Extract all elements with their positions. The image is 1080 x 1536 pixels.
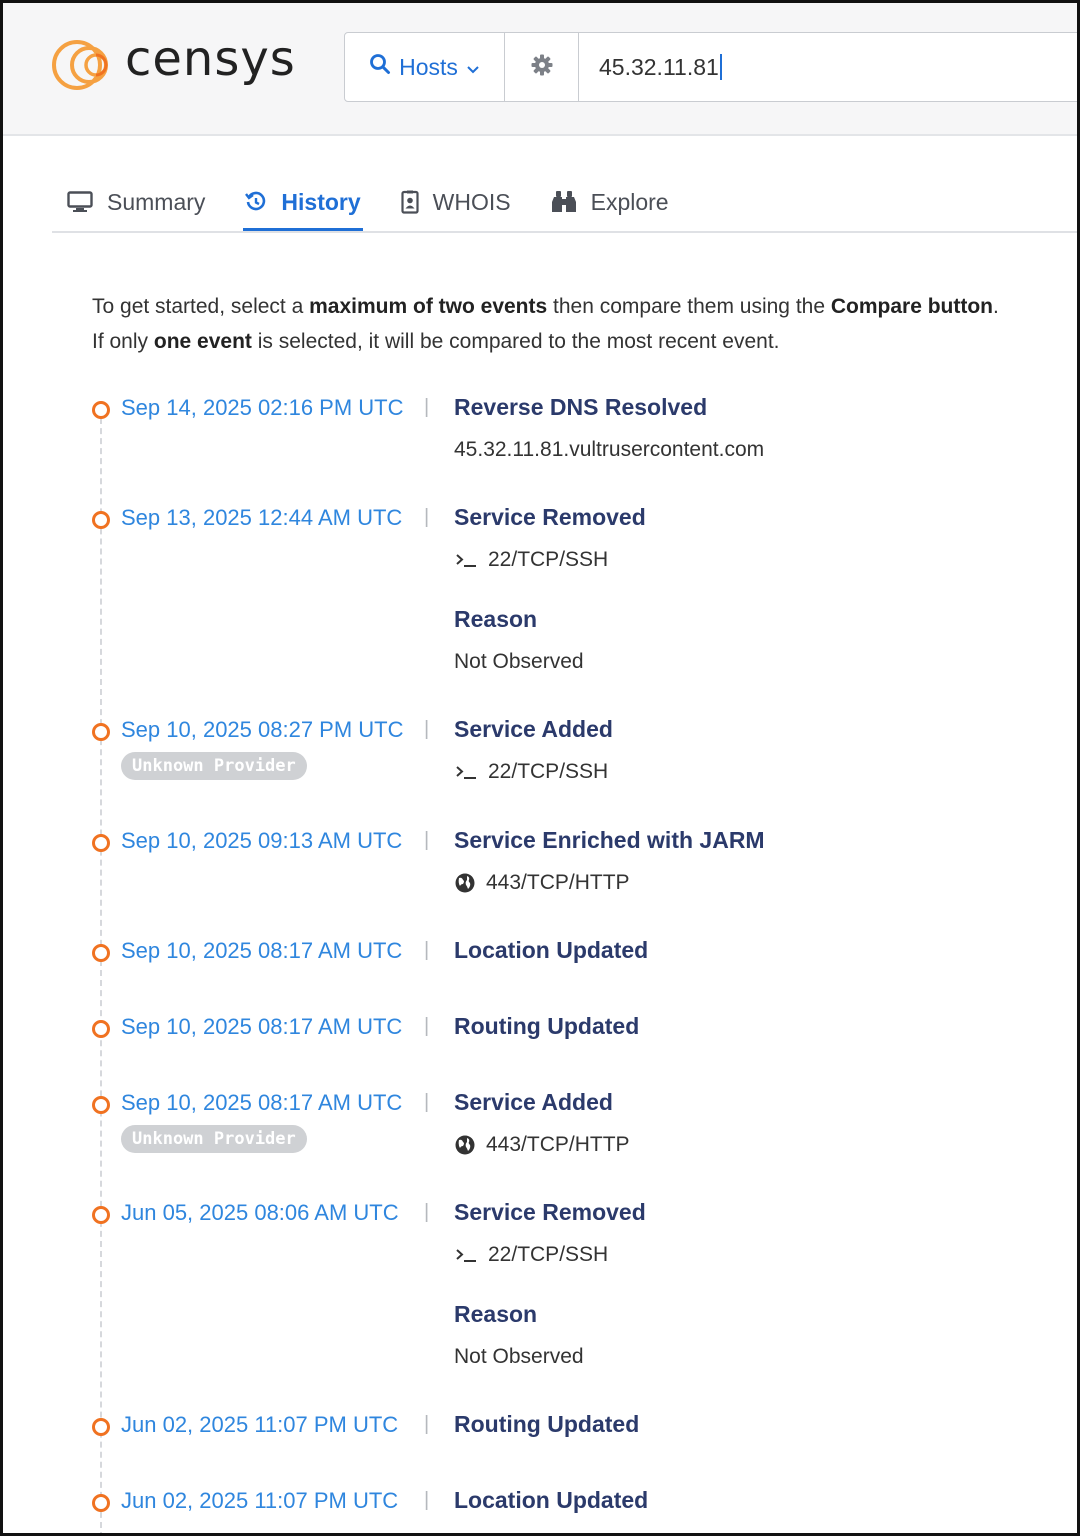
reason-label: Reason [454, 606, 538, 632]
event-detail: 443/TCP/HTTP [454, 1133, 630, 1157]
event-select-dot[interactable] [92, 834, 110, 852]
query-settings-button[interactable] [505, 33, 579, 101]
separator: | [424, 396, 430, 418]
instructions-line-1: To get started, select a maximum of two events then compare them using the Compare button. [92, 295, 999, 318]
tab-label: Explore [590, 188, 669, 215]
event-select-dot[interactable] [92, 944, 110, 962]
globe-icon [454, 1134, 476, 1156]
tab-whois[interactable] [399, 175, 513, 229]
event-date-link[interactable]: Sep 13, 2025 12:44 AM UTC [121, 505, 403, 530]
tab-explore[interactable] [549, 175, 671, 229]
event-title: Service Removed [454, 504, 646, 530]
separator: | [424, 939, 430, 961]
search-icon [369, 53, 391, 81]
censys-logo[interactable] [51, 31, 296, 93]
search-type-label: Hosts [399, 53, 458, 80]
tab-label: WHOIS [432, 188, 511, 215]
event-title: Service Enriched with JARM [454, 827, 765, 853]
top-header [3, 3, 1080, 136]
globe-icon [454, 872, 476, 894]
reason-label: Reason [454, 1301, 538, 1327]
event-date-link[interactable]: Sep 10, 2025 08:17 AM UTC [121, 1014, 403, 1039]
instructions-line-2: If only one event is selected, it will be compared to the most recent event. [92, 330, 780, 353]
search-query-text: 45.32.11.81 [599, 53, 719, 80]
separator: | [424, 1015, 430, 1037]
compare-instructions [92, 289, 1062, 359]
monitor-icon [67, 191, 93, 213]
event-select-dot[interactable] [92, 1418, 110, 1436]
provider-badge: Unknown Provider [121, 752, 307, 780]
separator: | [424, 1091, 430, 1113]
event-title: Reverse DNS Resolved [454, 394, 708, 420]
event-title: Location Updated [454, 1487, 649, 1513]
provider-badge: Unknown Provider [121, 1125, 307, 1153]
search-type-dropdown[interactable] [345, 33, 505, 101]
gear-icon [530, 53, 554, 82]
event-select-dot[interactable] [92, 1206, 110, 1224]
event-date-link[interactable]: Sep 10, 2025 08:27 PM UTC [121, 717, 404, 742]
event-date-link[interactable]: Sep 10, 2025 08:17 AM UTC [121, 938, 403, 963]
separator: | [424, 718, 430, 740]
event-date-link[interactable]: Sep 14, 2025 02:16 PM UTC [121, 395, 404, 420]
tab-label: History [281, 188, 361, 215]
search-bar [344, 32, 1080, 102]
chevron-down-icon [466, 54, 480, 81]
tab-history[interactable] [243, 175, 362, 229]
event-title: Service Added [454, 1089, 613, 1115]
event-title: Routing Updated [454, 1013, 640, 1039]
event-title: Service Added [454, 716, 613, 742]
event-title: Routing Updated [454, 1411, 640, 1437]
reason-value: Not Observed [454, 650, 584, 673]
tab-summary[interactable] [65, 175, 207, 229]
reason-value: Not Observed [454, 1345, 584, 1368]
separator: | [424, 506, 430, 528]
event-select-dot[interactable] [92, 401, 110, 419]
event-date-link[interactable]: Jun 05, 2025 08:06 AM UTC [121, 1200, 399, 1225]
separator: | [424, 829, 430, 851]
separator: | [424, 1201, 430, 1223]
terminal-icon [454, 764, 478, 780]
event-select-dot[interactable] [92, 1096, 110, 1114]
id-card-icon [401, 190, 419, 214]
timeline-line [100, 408, 102, 1536]
search-input[interactable] [579, 33, 1080, 101]
event-title: Service Removed [454, 1199, 646, 1225]
event-detail: 443/TCP/HTTP [454, 871, 630, 895]
event-date-link[interactable]: Sep 10, 2025 09:13 AM UTC [121, 828, 403, 853]
event-date-link[interactable]: Jun 02, 2025 11:07 PM UTC [121, 1488, 399, 1513]
event-date-link[interactable]: Jun 02, 2025 11:07 PM UTC [121, 1412, 399, 1437]
logo-wordmark: censys [125, 31, 296, 87]
event-detail: 45.32.11.81.vultrusercontent.com [454, 438, 765, 461]
event-detail: 22/TCP/SSH [454, 760, 608, 784]
terminal-icon [454, 552, 478, 568]
tab-label: Summary [107, 188, 206, 215]
event-title: Location Updated [454, 937, 649, 963]
censys-logo-icon [51, 37, 115, 93]
event-detail: 22/TCP/SSH [454, 1243, 608, 1267]
event-date-link[interactable]: Sep 10, 2025 08:17 AM UTC [121, 1090, 403, 1115]
host-tabs [52, 175, 1080, 233]
terminal-icon [454, 1247, 478, 1263]
event-select-dot[interactable] [92, 511, 110, 529]
separator: | [424, 1413, 430, 1435]
history-icon [245, 191, 267, 213]
text-caret [720, 54, 722, 80]
binoculars-icon [551, 190, 577, 214]
event-detail: 22/TCP/SSH [454, 548, 608, 572]
separator: | [424, 1489, 430, 1511]
event-select-dot[interactable] [92, 1494, 110, 1512]
event-select-dot[interactable] [92, 1020, 110, 1038]
event-select-dot[interactable] [92, 723, 110, 741]
